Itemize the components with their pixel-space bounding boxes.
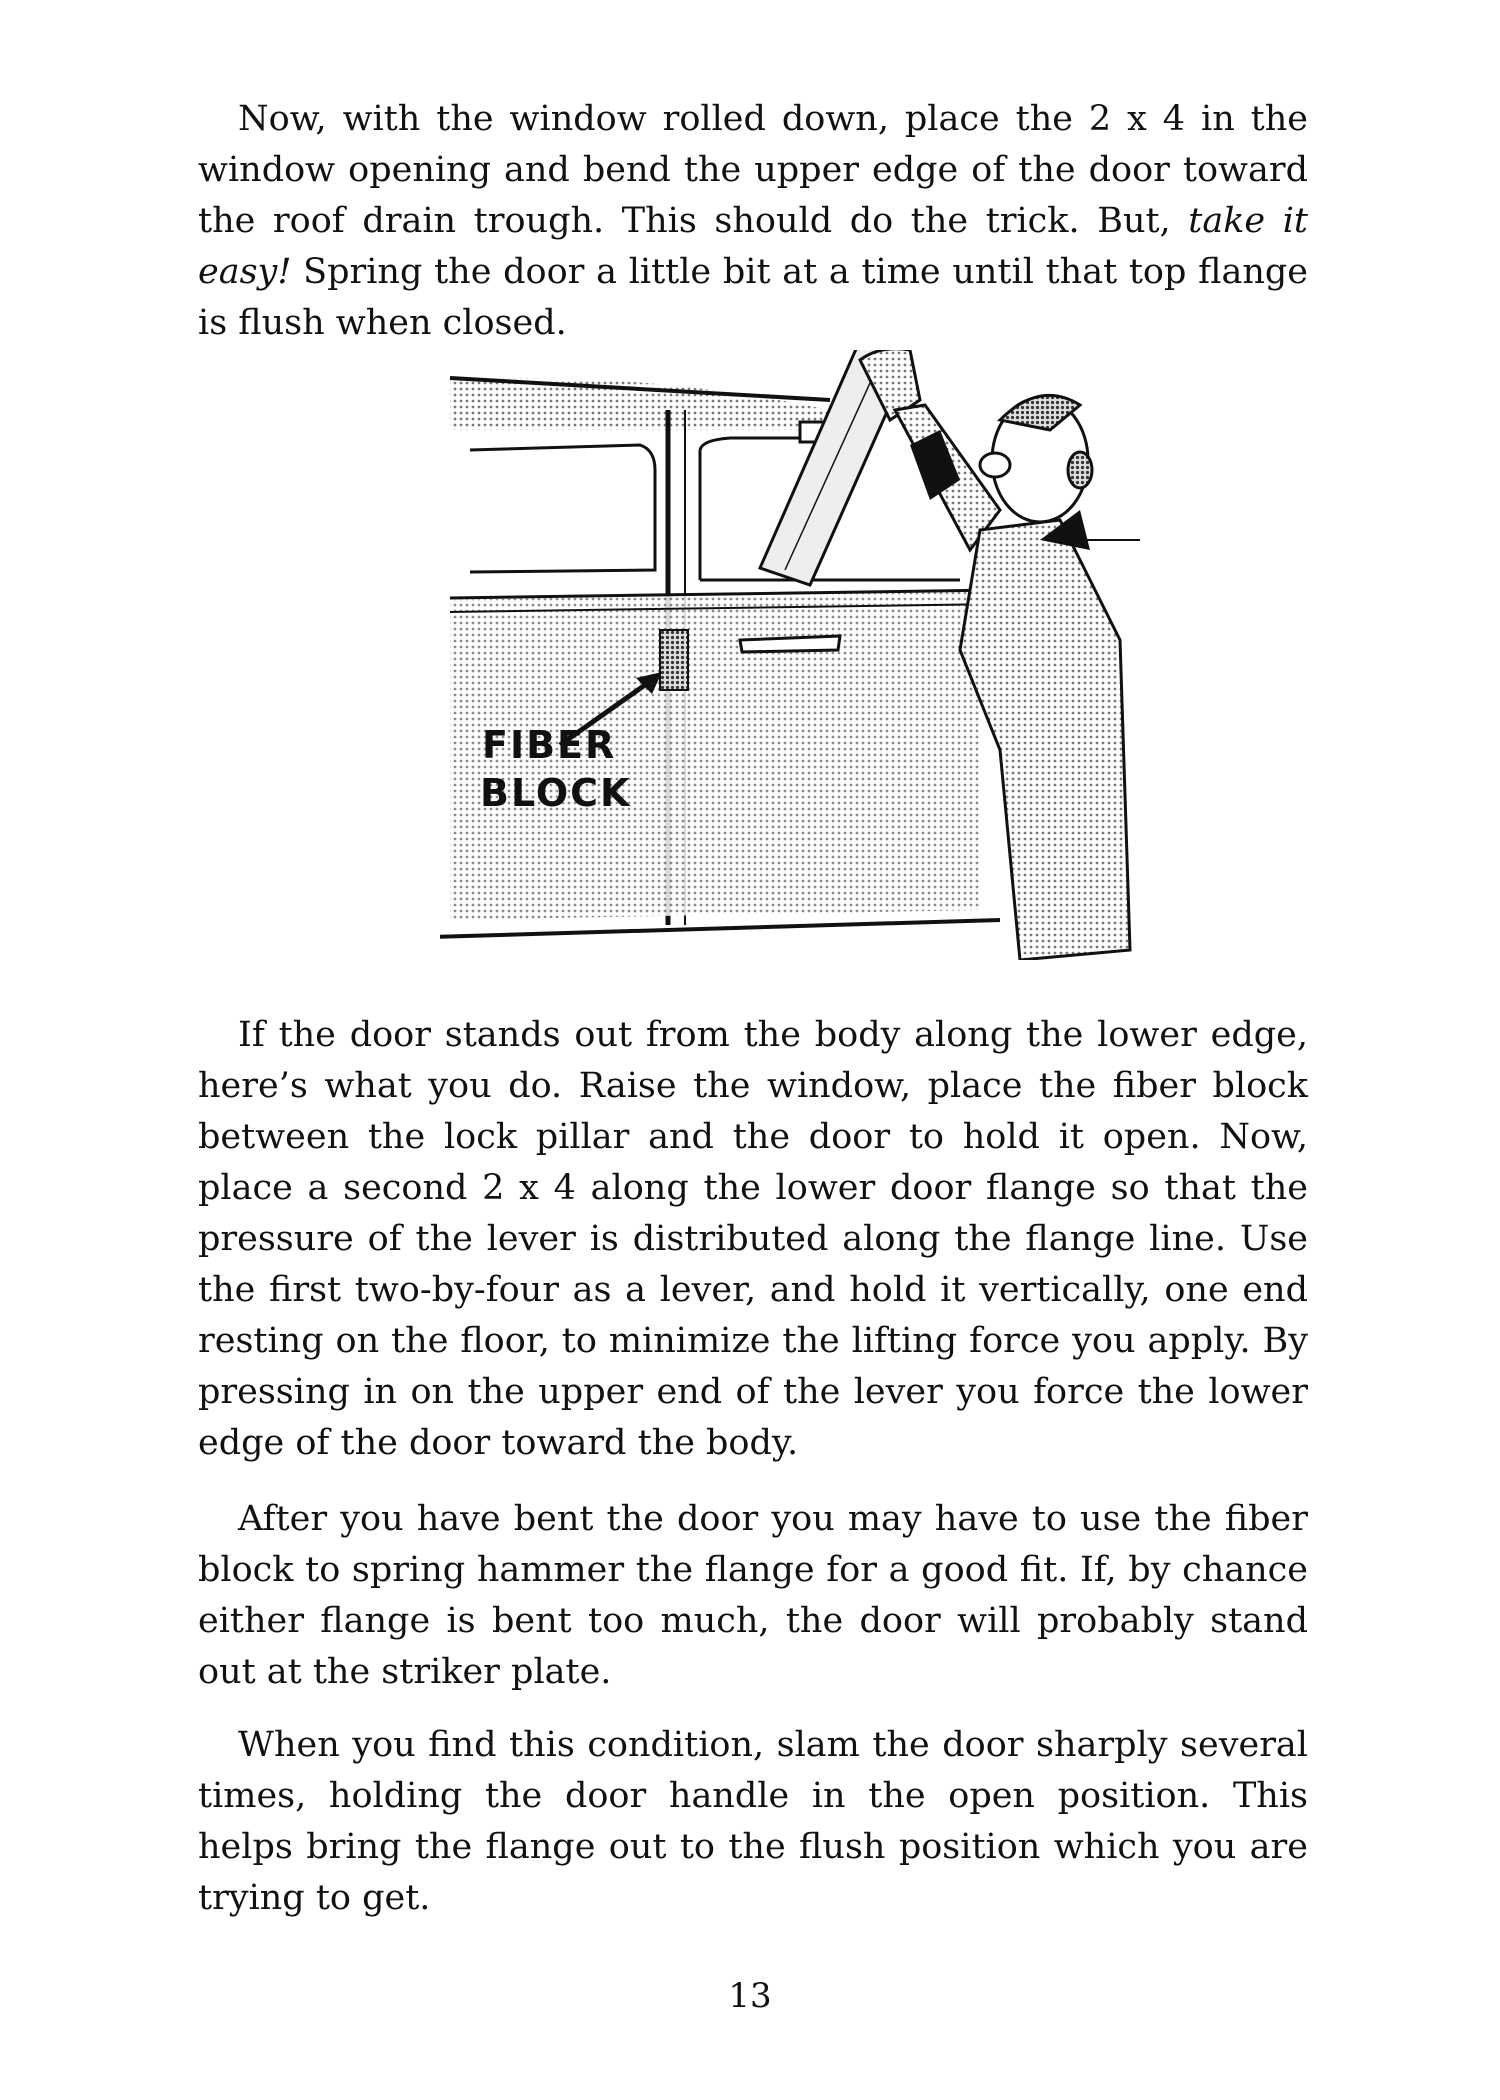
- paragraph-1-text-end: Spring the door a little bit at a time until that top flange is flush when closed.: [198, 252, 1308, 343]
- callout-label-fiber: FIBER: [482, 723, 617, 767]
- door-handle: [740, 636, 840, 652]
- car-door-illustration: [440, 350, 1200, 960]
- callout-label-block: BLOCK: [480, 771, 632, 815]
- page-number: 13: [728, 1976, 772, 2016]
- paragraph-1-text-start: Now, with the window rolled down, place the 2 x 4 in the window opening and bend the upper edge of the door toward the roof drain trough. This should do the trick. But,: [198, 99, 1308, 241]
- paragraph-1-emphasis: take it easy!: [198, 201, 1308, 292]
- paragraph-1: [198, 94, 1308, 349]
- paragraph-4: When you find this condition, slam the door sharply several times, holding the door handle in the open position. This helps bring the flange out to the flush position which you are trying to get.: [198, 1725, 1308, 1918]
- fiber-block: [660, 630, 688, 690]
- paragraph-3: After you have bent the door you may have to use the fiber block to spring hammer the flange for a good fit. If, by chance either flange is bent too much, the door will probably stand out at the striker plate.: [198, 1499, 1308, 1692]
- paragraph-2: If the door stands out from the body along the lower edge, here’s what you do. Raise the window, place the fiber block between the lock pillar and the door to hold it open. Now, place a second 2 x 4 along the lower door flange so that the pressure of the lever is distributed along the flange line. Use the first two-by-four as a lever, and hold it vertically, one end resting on the floor, to minimize the lifting force you apply. By pressing in on the upper end of the lever you force the lower edge of the door toward the body.: [198, 1015, 1308, 1463]
- ground-line: [440, 920, 1000, 938]
- rear-window: [470, 445, 655, 572]
